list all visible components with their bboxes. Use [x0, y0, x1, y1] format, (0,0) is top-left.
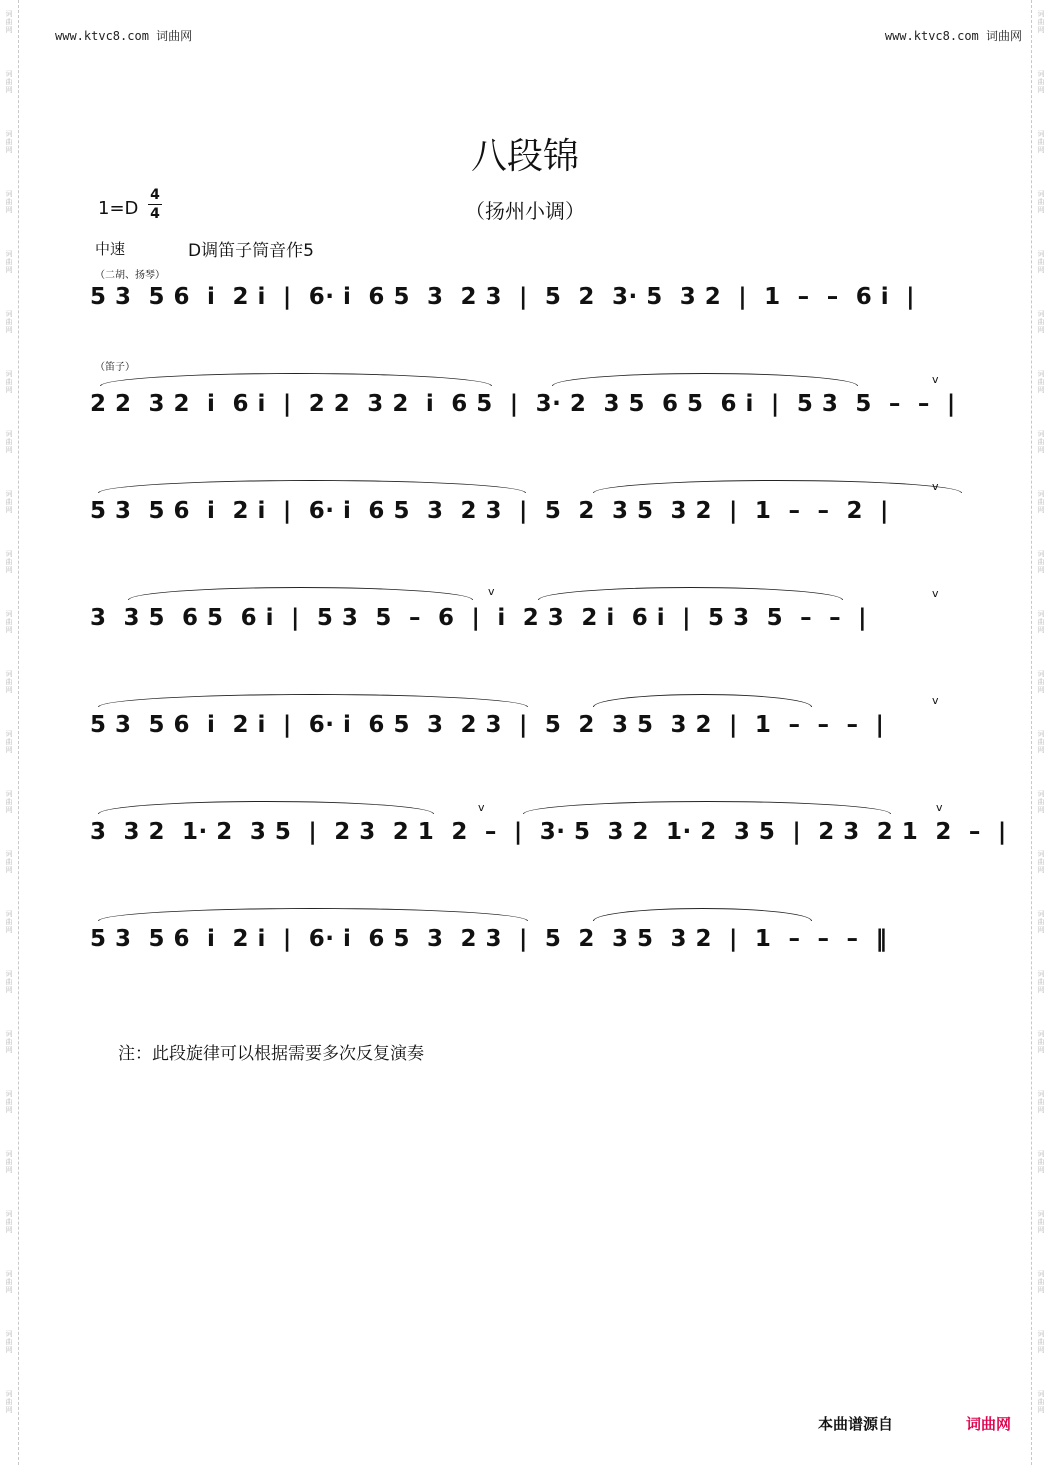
notes-line-4: 3 3 5 6 5 6 i | 5 3 5 – 6 | i 2 3 2 i 6 i | 5 3 5 – – | [90, 605, 868, 631]
side-watermark: 词曲网 [1037, 490, 1045, 514]
song-subtitle: （扬州小调） [465, 199, 585, 223]
notes-line-2: 2 2 3 2 i 6 i | 2 2 3 2 i 6 5 | 3· 2 3 5 6 5 6 i | 5 3 5 – – | [90, 391, 956, 417]
side-watermark: 词曲网 [1037, 1030, 1045, 1054]
notes-line-6: 3 3 2 1· 2 3 5 | 2 3 2 1 2 – | 3· 5 3 2 1· 2 3 5 | 2 3 2 1 2 – | [90, 819, 1007, 845]
score-row [90, 480, 962, 538]
performance-note: 注：此段旋律可以根据需要多次反复演奏 [118, 1044, 424, 1064]
side-watermark: 词曲网 [1037, 790, 1045, 814]
side-watermark: 词曲网 [1037, 550, 1045, 574]
score-row [90, 585, 962, 645]
side-watermark: 词曲网 [5, 790, 13, 814]
side-watermark: 词曲网 [1037, 910, 1045, 934]
side-watermark: 词曲网 [5, 1270, 13, 1294]
slur [98, 480, 526, 493]
key-signature: 1=D [98, 198, 139, 219]
breath-mark: v [488, 585, 495, 598]
side-watermark: 词曲网 [5, 610, 13, 634]
side-watermark: 词曲网 [1037, 70, 1045, 94]
side-watermark: 词曲网 [1037, 1330, 1045, 1354]
flute-tuning-info: D调笛子筒音作5 [188, 241, 314, 261]
side-watermark: 词曲网 [1037, 1210, 1045, 1234]
slur [128, 587, 473, 600]
breath-mark: v [932, 587, 939, 600]
side-watermark: 词曲网 [1037, 310, 1045, 334]
side-watermark: 词曲网 [1037, 670, 1045, 694]
breath-mark: v [932, 480, 939, 493]
side-watermark: 词曲网 [1037, 130, 1045, 154]
notes-line-3: 5 3 5 6 i 2 i | 6· i 6 5 3 2 3 | 5 2 3 5 3 2 | 1 – – 2 | [90, 498, 889, 524]
score-row [90, 284, 962, 324]
side-watermark: 词曲网 [1037, 1150, 1045, 1174]
side-watermark: 词曲网 [5, 10, 13, 34]
time-signature-denominator: 4 [148, 204, 162, 223]
notes-line-5: 5 3 5 6 i 2 i | 6· i 6 5 3 2 3 | 5 2 3 5 3 2 | 1 – – – | [90, 712, 885, 738]
side-watermark: 词曲网 [5, 970, 13, 994]
side-watermark: 词曲网 [1037, 10, 1045, 34]
breath-mark: v [936, 801, 943, 814]
side-watermark: 词曲网 [5, 430, 13, 454]
side-watermark: 词曲网 [5, 730, 13, 754]
side-watermark: 词曲网 [5, 70, 13, 94]
instrument-label-flute: （笛子） [95, 362, 135, 373]
slur [552, 373, 858, 386]
side-watermark: 词曲网 [1037, 430, 1045, 454]
slur [593, 908, 812, 921]
song-title: 八段锦 [470, 136, 579, 177]
side-watermark: 词曲网 [5, 1390, 13, 1414]
side-watermark: 词曲网 [1037, 1090, 1045, 1114]
side-watermark: 词曲网 [1037, 730, 1045, 754]
slur [523, 801, 891, 814]
side-watermark: 词曲网 [5, 310, 13, 334]
side-watermark: 词曲网 [1037, 370, 1045, 394]
notes-line-1: 5 3 5 6 i 2 i | 6· i 6 5 3 2 3 | 5 2 3· 5 3 2 | 1 – – 6 i | [90, 284, 916, 310]
side-watermark: 词曲网 [5, 550, 13, 574]
side-watermark: 词曲网 [5, 250, 13, 274]
notes-line-7: 5 3 5 6 i 2 i | 6· i 6 5 3 2 3 | 5 2 3 5 3 2 | 1 – – – ‖ [90, 926, 888, 952]
score-row [90, 801, 1007, 859]
score-row [90, 694, 962, 752]
side-watermark: 词曲网 [1037, 850, 1045, 874]
time-signature-numerator: 4 [150, 187, 160, 203]
time-signature [148, 186, 162, 223]
side-watermark: 词曲网 [1037, 190, 1045, 214]
slur [593, 694, 812, 707]
score-row [90, 373, 962, 431]
header-watermark-left: www.ktvc8.com 词曲网 [55, 29, 193, 43]
side-watermark: 词曲网 [5, 1090, 13, 1114]
header-watermark-right: www.ktvc8.com 词曲网 [884, 29, 1022, 43]
side-watermark: 词曲网 [5, 1030, 13, 1054]
side-watermark: 词曲网 [1037, 250, 1045, 274]
side-watermark: 词曲网 [1037, 610, 1045, 634]
side-watermark: 词曲网 [5, 490, 13, 514]
slur [100, 373, 492, 386]
side-watermark: 词曲网 [5, 370, 13, 394]
tempo-marking: 中速 [95, 240, 126, 258]
breath-mark: v [932, 694, 939, 707]
side-watermark: 词曲网 [5, 910, 13, 934]
footer-brand-link[interactable]: 词曲网 [966, 1415, 1012, 1433]
slur [98, 801, 434, 814]
side-watermark: 词曲网 [1037, 970, 1045, 994]
side-watermark: 词曲网 [5, 1330, 13, 1354]
side-watermark: 词曲网 [5, 190, 13, 214]
breath-mark: v [478, 801, 485, 814]
side-watermark: 词曲网 [5, 1210, 13, 1234]
footer-source-label: 本曲谱源自 [818, 1415, 894, 1433]
side-watermark: 词曲网 [1037, 1270, 1045, 1294]
side-watermark: 词曲网 [5, 850, 13, 874]
side-watermark: 词曲网 [1037, 1390, 1045, 1414]
side-watermark: 词曲网 [5, 1150, 13, 1174]
slur [98, 694, 528, 707]
side-watermark: 词曲网 [5, 130, 13, 154]
side-watermark: 词曲网 [5, 670, 13, 694]
slur [593, 480, 962, 493]
slur [538, 587, 843, 600]
slur [98, 908, 528, 921]
score-row [90, 926, 962, 966]
breath-mark: v [932, 373, 939, 386]
instrument-label-erhu: （二胡、扬琴） [95, 270, 165, 281]
